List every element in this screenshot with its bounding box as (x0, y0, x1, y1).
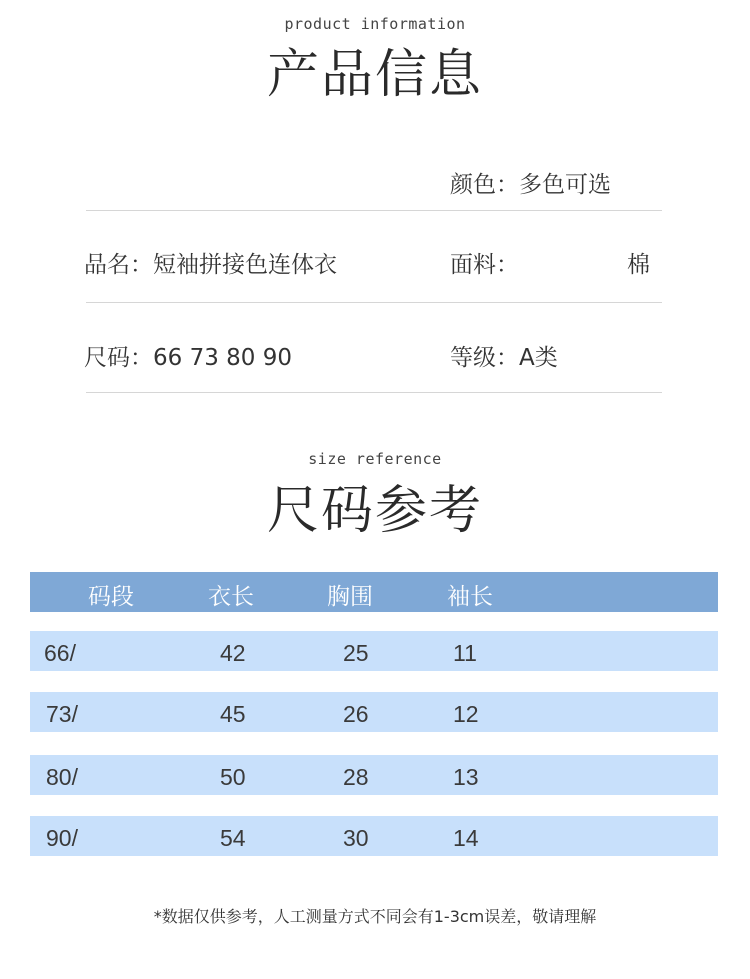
cell-sleeve: 11 (453, 640, 477, 666)
divider (86, 210, 662, 211)
product-info-title: 产品信息 (266, 45, 483, 105)
cell-size: 90/ (46, 825, 78, 851)
product-name-info: 品名：短袖拼接色连体衣 (84, 252, 337, 278)
size-table-header (30, 572, 718, 612)
size-reference-subtitle: size reference (308, 450, 442, 468)
cell-length: 42 (220, 640, 246, 666)
measurement-note: *数据仅供参考，人工测量方式不同会有1-3cm误差，敬请理解 (153, 907, 597, 926)
cell-length: 54 (220, 825, 246, 851)
cell-chest: 25 (343, 640, 369, 666)
cell-length: 50 (220, 764, 246, 790)
cell-sleeve: 13 (453, 764, 479, 790)
divider (86, 392, 662, 393)
header-size-range: 码段 (88, 584, 134, 610)
cell-chest: 30 (343, 825, 369, 851)
cell-chest: 28 (343, 764, 369, 790)
table-row (30, 755, 718, 795)
size-info: 尺码：66 73 80 90 (84, 345, 292, 371)
table-row (30, 816, 718, 856)
grade-info: 等级：A类 (450, 345, 558, 371)
product-info-subtitle: product information (284, 15, 466, 33)
fabric-label: 面料： (450, 252, 519, 278)
size-reference-title: 尺码参考 (266, 481, 483, 541)
divider (86, 302, 662, 303)
cell-size: 73/ (46, 701, 78, 727)
header-length: 衣长 (208, 584, 254, 610)
table-row (30, 692, 718, 732)
table-row (30, 631, 718, 671)
cell-size: 66/ (44, 640, 76, 666)
cell-sleeve: 14 (453, 825, 479, 851)
cell-sleeve: 12 (453, 701, 479, 727)
cell-chest: 26 (343, 701, 369, 727)
header-chest: 胸围 (327, 584, 373, 610)
fabric-value: 棉 (627, 252, 650, 278)
cell-length: 45 (220, 701, 246, 727)
cell-size: 80/ (46, 764, 78, 790)
color-info: 颜色：多色可选 (450, 172, 611, 198)
header-sleeve: 袖长 (447, 584, 493, 610)
